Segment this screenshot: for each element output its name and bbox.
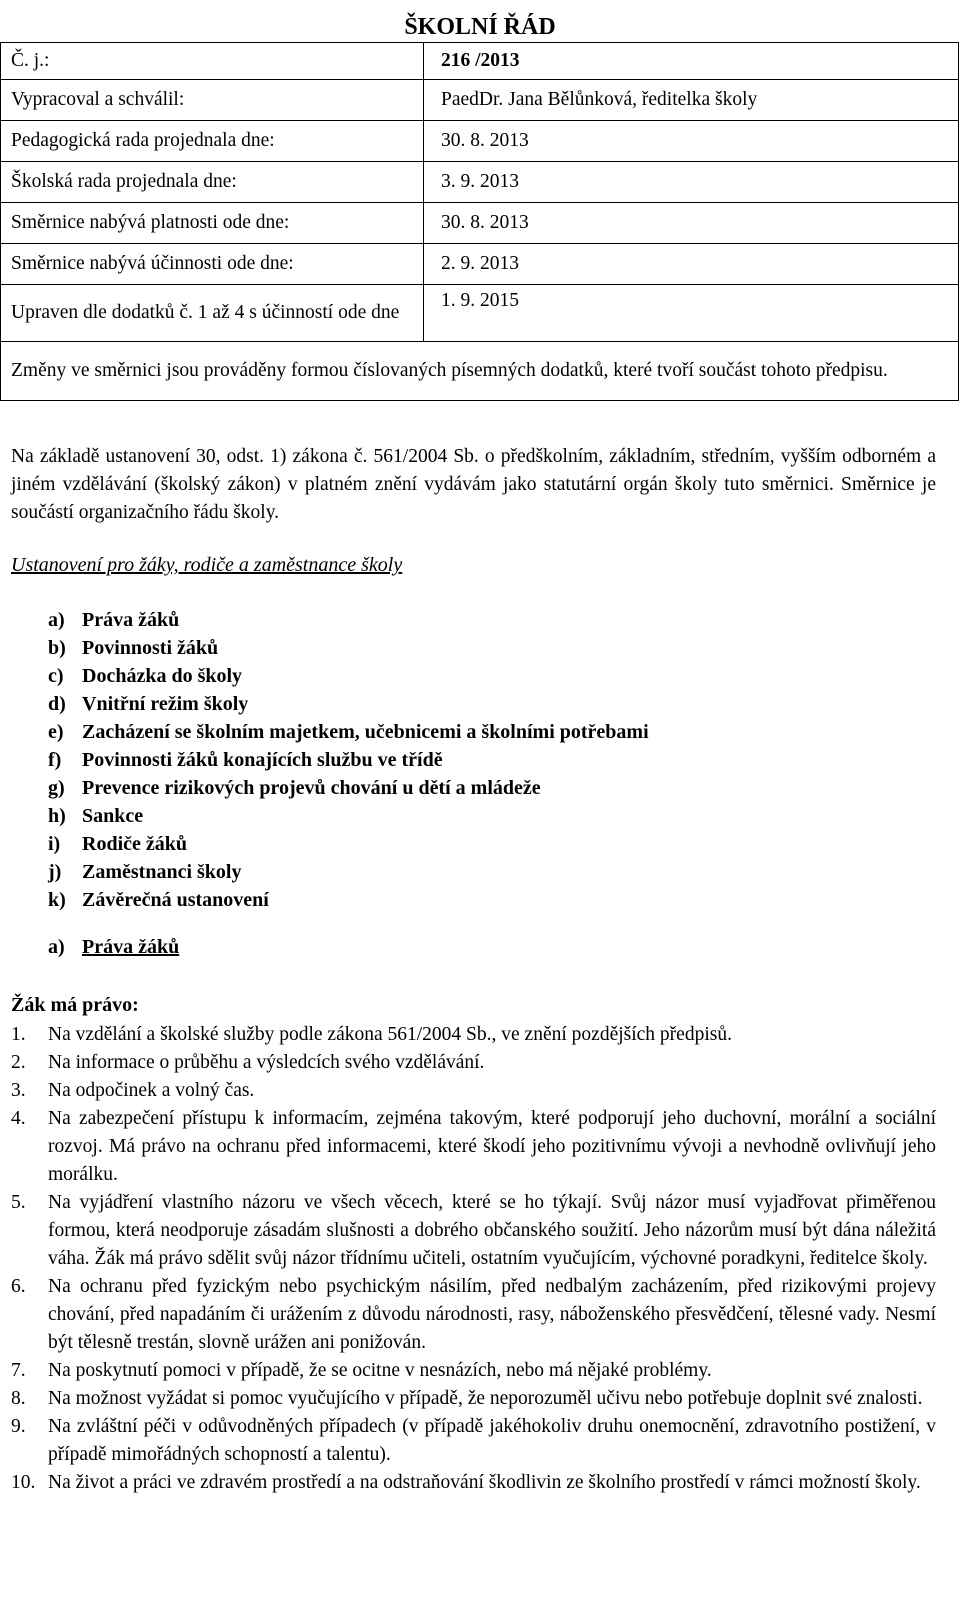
cj-label: Č. j.: (1, 43, 424, 80)
toc-item: j) Zaměstnanci školy (48, 861, 242, 883)
table-of-contents (48, 606, 649, 914)
list-item: 5. Na vyjádření vlastního názoru ve všech věcech, které se ho týkají. Svůj názor musí vyjadřovat přiměřenou formou, která neodporuje zásadám slušnosti a dobrého občanského soužití. Jeho názorům musí být dána náležitá váha. Žák má právo sdělit svůj názor třídnímu učiteli, ostatním vyučujícím, výchovné poradkyni, ředitelce školy. (11, 1192, 936, 1269)
rights-title: Žák má právo: (11, 994, 139, 1016)
amendments-note: Změny ve směrnici jsou prováděny formou číslovaných písemných dodatků, které tvoří součást tohoto předpisu. (1, 342, 959, 401)
list-item: 9. Na zvláštní péči v odůvodněných případech (v případě jakéhokoliv druhu onemocnění, zdravotního postižení, v případě mimořádných schopností a talentu). (11, 1416, 936, 1465)
subsection-heading (48, 936, 179, 959)
section-title: Ustanovení pro žáky, rodiče a zaměstnance školy (11, 554, 403, 576)
platnost-value: 30. 8. 2013 (424, 203, 959, 244)
list-item: 2. Na informace o průběhu a výsledcích svého vzdělávání. (11, 1052, 485, 1073)
toc-item: c) Docházka do školy (48, 665, 243, 687)
pedrada-value: 30. 8. 2013 (424, 121, 959, 162)
ucinnost-label: Směrnice nabývá účinnosti ode dne: (1, 244, 424, 285)
document-title: ŠKOLNÍ ŘÁD (404, 14, 556, 40)
toc-item: g) Prevence rizikových projevů chování u dětí a mládeže (48, 777, 541, 799)
intro-paragraph: Na základě ustanovení 30, odst. 1) zákona č. 561/2004 Sb. o předškolním, základním, středním, vyšším odborném a jiném vzdělávání (školský zákon) v platném znění vydávám jako statutární orgán školy tuto směrnici. Směrnice je součástí organizačního řádu školy. (11, 446, 936, 523)
list-item: 7. Na poskytnutí pomoci v případě, že se ocitne v nesnázích, nebo má nějaké problémy. (11, 1360, 712, 1381)
subsection-text: Práva žáků (82, 936, 180, 958)
ucinnost-value: 2. 9. 2013 (424, 244, 959, 285)
rights-list (11, 1021, 936, 1497)
toc-item: a) Práva žáků (48, 609, 180, 631)
list-item: 1. Na vzdělání a školské služby podle zákona 561/2004 Sb., ve znění pozdějších předpisů. (11, 1024, 732, 1045)
subsection-letter: a) (48, 936, 65, 958)
toc-item: i) Rodiče žáků (48, 833, 187, 855)
list-item: 4. Na zabezpečení přístupu k informacím, zejména takovým, které podporují jeho duchovní, morální a sociální rozvoj. Má právo na ochranu před informacemi, které škodí jeho pozitivnímu vývoji a nevhodně ovlivňují jeho morálku. (11, 1108, 936, 1185)
upraven-value: 1. 9. 2015 (424, 285, 959, 342)
list-item: 8. Na možnost vyžádat si pomoc vyučujícího v případě, že neporozuměl učivu nebo potřebuje doplnit své znalosti. (11, 1388, 923, 1409)
prepared-value: PaedDr. Jana Bělůnková, ředitelka školy (424, 80, 959, 121)
toc-item: d) Vnitřní režim školy (48, 693, 249, 715)
list-item: 3. Na odpočinek a volný čas. (11, 1080, 255, 1101)
prepared-label: Vypracoval a schválil: (1, 80, 424, 121)
header-table (0, 42, 959, 401)
skolrada-label: Školská rada projednala dne: (1, 162, 424, 203)
toc-item: b) Povinnosti žáků (48, 637, 219, 659)
cj-value: 216 /2013 (424, 43, 959, 80)
toc-item: f) Povinnosti žáků konajících službu ve třídě (48, 749, 443, 771)
list-item: 10. Na život a práci ve zdravém prostředí a na odstraňování škodlivin ze školního prostředí v rámci možností školy. (11, 1472, 921, 1493)
list-item: 6. Na ochranu před fyzickým nebo psychickým násilím, před nedbalým zacházením, před rizikovými projevy chování, před napadáním či urážením z důvodu národnosti, rasy, náboženského přesvědčení, tělesné vady. Nesmí být tělesně trestán, slovně urážen ani ponižován. (11, 1276, 936, 1353)
toc-item: h) Sankce (48, 805, 144, 827)
toc-item: e) Zacházení se školním majetkem, učebnicemi a školními potřebami (48, 721, 649, 743)
skolrada-value: 3. 9. 2013 (424, 162, 959, 203)
pedrada-label: Pedagogická rada projednala dne: (1, 121, 424, 162)
toc-item: k) Závěrečná ustanovení (48, 889, 269, 911)
platnost-label: Směrnice nabývá platnosti ode dne: (1, 203, 424, 244)
upraven-label: Upraven dle dodatků č. 1 až 4 s účinností ode dne (1, 285, 424, 342)
